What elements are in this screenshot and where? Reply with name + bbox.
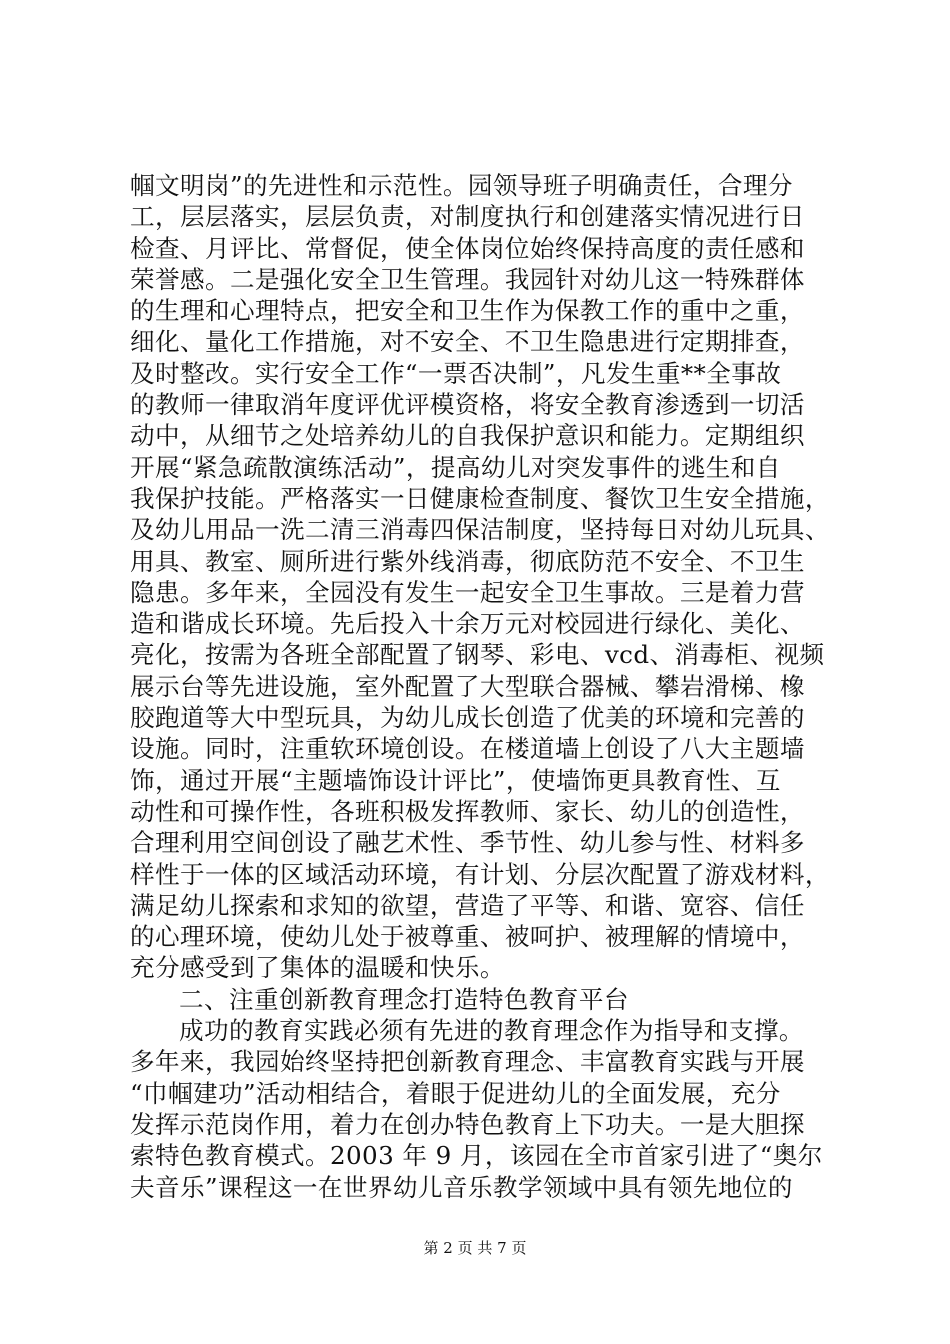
text-line: 成功的教育实践必须有先进的教育理念作为指导和支撑。 — [179, 1016, 804, 1046]
text-line: 荣誉感。二是强化安全卫生管理。我园针对幼儿这一特殊群体 — [130, 264, 805, 294]
body-text — [130, 170, 830, 1203]
text-line: 及幼儿用品一洗二清三消毒四保洁制度，坚持每日对幼儿玩具、 — [130, 515, 830, 545]
page-number: 第 2 页 共 7 页 — [423, 1239, 527, 1257]
text-line: 动中，从细节之处培养幼儿的自我保护意识和能力。定期组织 — [130, 421, 805, 451]
text-line: 的心理环境，使幼儿处于被尊重、被呵护、被理解的情境中， — [130, 922, 805, 952]
text-line: 夫音乐”课程这一在世界幼儿音乐教学领域中具有领先地位的 — [130, 1172, 793, 1202]
text-line: 满足幼儿探索和求知的欲望，营造了平等、和谐、宽容、信任 — [130, 890, 805, 920]
text-line: 索特色教育模式。2003 年 9 月，该园在全市首家引进了“奥尔 — [130, 1141, 823, 1171]
text-line: 样性于一体的区域活动环境，有计划、分层次配置了游戏材料， — [130, 859, 830, 889]
text-line: 工，层层落实，层层负责，对制度执行和创建落实情况进行日 — [130, 202, 805, 232]
text-line: 造和谐成长环境。先后投入十余万元对校园进行绿化、美化、 — [130, 609, 805, 639]
text-line: 细化、量化工作措施，对不安全、不卫生隐患进行定期排查， — [130, 327, 805, 357]
text-line: 饰，通过开展“主题墙饰设计评比”，使墙饰更具教育性、互 — [130, 765, 781, 795]
text-line: 的生理和心理特点，把安全和卫生作为保教工作的重中之重， — [130, 296, 805, 326]
text-line: 用具、教室、厕所进行紫外线消毒，彻底防范不安全、不卫生 — [130, 546, 805, 576]
text-line: 及时整改。实行安全工作“一票否决制”，凡发生重**全事故 — [130, 358, 782, 388]
text-line: 充分感受到了集体的温暖和快乐。 — [130, 953, 505, 983]
text-line: 我保护技能。严格落实一日健康检查制度、餐饮卫生安全措施， — [130, 483, 830, 513]
text-line: 展示台等先进设施，室外配置了大型联合器械、攀岩滑梯、橡 — [130, 671, 805, 701]
text-line: 多年来，我园始终坚持把创新教育理念、丰富教育实践与开展 — [130, 1047, 805, 1077]
text-line: 检查、月评比、常督促，使全体岗位始终保持高度的责任感和 — [130, 233, 805, 263]
page-footer — [0, 1238, 950, 1258]
text-line: “巾帼建功”活动相结合，着眼于促进幼儿的全面发展，充分 — [130, 1078, 781, 1108]
text-line: 隐患。多年来，全园没有发生一起安全卫生事故。三是着力营 — [130, 577, 805, 607]
text-line: 发挥示范岗作用，着力在创办特色教育上下功夫。一是大胆探 — [130, 1109, 805, 1139]
text-line: 胶跑道等大中型玩具，为幼儿成长创造了优美的环境和完善的 — [130, 703, 805, 733]
text-line: 设施。同时，注重软环境创设。在楼道墙上创设了八大主题墙 — [130, 734, 805, 764]
text-line: 开展“紧急疏散演练活动”，提高幼儿对突发事件的逃生和自 — [130, 452, 781, 482]
text-line: 亮化，按需为各班全部配置了钢琴、彩电、vcd、消毒柜、视频 — [130, 640, 825, 670]
text-line: 帼文明岗”的先进性和示范性。园领导班子明确责任，合理分 — [130, 171, 793, 200]
text-line: 动性和可操作性，各班积极发挥教师、家长、幼儿的创造性， — [130, 796, 805, 826]
section-heading: 二、注重创新教育理念打造特色教育平台 — [179, 984, 629, 1014]
text-line: 的教师一律取消年度评优评模资格，将安全教育渗透到一切活 — [130, 390, 805, 420]
text-line: 合理利用空间创设了融艺术性、季节性、幼儿参与性、材料多 — [130, 828, 805, 858]
